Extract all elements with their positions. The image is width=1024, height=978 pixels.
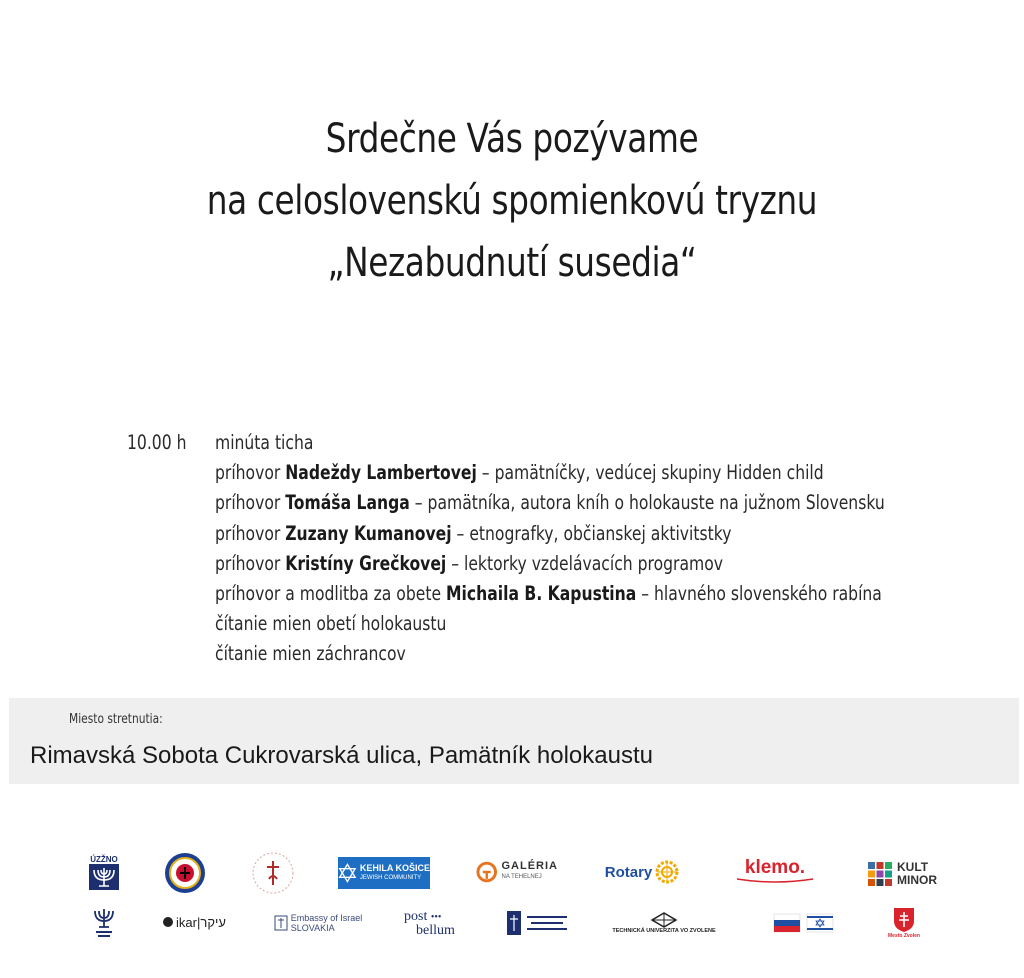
program-item: čítanie mien záchrancov xyxy=(215,642,406,666)
flags-icon xyxy=(773,912,835,934)
kult-minor-grid-icon xyxy=(867,861,893,887)
program-list xyxy=(215,428,885,670)
embassy-israel-logo: Embassy of Israel SLOVAKIA xyxy=(272,910,364,936)
program-item: minúta ticha xyxy=(215,431,314,454)
rotary-logo: Rotary xyxy=(600,858,684,886)
luther-rose-icon xyxy=(164,852,206,894)
concordia-text-icon xyxy=(525,913,571,933)
swoosh-icon xyxy=(735,878,815,884)
dots-icon: ••• xyxy=(430,911,442,923)
invitation-title xyxy=(92,108,932,294)
speaker-name: Nadeždy Lambertovej xyxy=(285,461,477,485)
program-item: príhovor Nadeždy Lambertovej – pamätníčky, vedúcej skupiny Hidden child xyxy=(215,461,824,485)
seal-icon xyxy=(251,851,295,895)
program-item: čítanie mien obetí holokaustu xyxy=(215,612,447,636)
star-of-david-icon xyxy=(338,862,357,884)
venue-place: Rimavská Sobota Cukrovarská ulica, Pamätník holokaustu xyxy=(30,742,653,769)
speaker-name: Zuzany Kumanovej xyxy=(285,521,452,545)
embassies-flags-logo xyxy=(768,906,840,940)
uzzno-logo: ÚZŽNO xyxy=(88,852,120,892)
program-time: 10.00 h xyxy=(127,431,187,454)
program-item: príhovor Zuzany Kumanovej – etnografky, občianskej aktivitstky xyxy=(215,521,732,545)
concordia-logo xyxy=(506,908,572,938)
invitation-line-3: „Nezabudnutí susedia“ xyxy=(327,240,697,286)
rotary-wheel-icon xyxy=(655,860,679,884)
ikar-logo: ikar|עיקר xyxy=(158,910,230,934)
galeria-logo: GALÉRIA NA TEHELNEJ xyxy=(476,858,558,886)
coat-of-arms-icon xyxy=(893,907,915,933)
jewish-community-bratislava-logo xyxy=(90,906,118,942)
speaker-name: Kristíny Grečkovej xyxy=(285,551,447,575)
tuzvo-logo: TECHNICKÁ UNIVERZITA VO ZVOLENE xyxy=(612,908,716,938)
kult-minor-logo: KULT MINOR xyxy=(864,858,940,890)
klemo-logo: klemo. xyxy=(730,856,820,886)
tuzvo-emblem-icon xyxy=(650,912,678,928)
speaker-name: Tomáša Langa xyxy=(285,491,410,515)
venue-label: Miesto stretnutia: xyxy=(69,712,163,727)
menorah-icon xyxy=(92,907,116,941)
program-item: príhovor a modlitba za obete Michaila B. Kapustina – hlavného slovenského rabína xyxy=(215,582,882,606)
ikar-dot-icon xyxy=(162,916,174,928)
invitation-line-1: Srdečne Vás pozývame xyxy=(325,116,699,162)
galeria-mark-icon xyxy=(476,861,498,883)
program-item: príhovor Kristíny Grečkovej – lektorky vzdelávacích programov xyxy=(215,551,723,575)
church-seal-logo xyxy=(251,851,295,895)
luther-rose-logo xyxy=(164,852,206,894)
invitation-line-2: na celoslovenskú spomienkovú tryznu xyxy=(206,178,818,224)
post-bellum-logo: post ••• bellum xyxy=(404,908,455,938)
kehila-kosice-logo: KEHILA KOŠICE JEWISH COMMUNITY xyxy=(338,857,430,889)
mesto-zvolen-logo: Mesto Zvolen xyxy=(884,904,924,942)
menorah-icon xyxy=(89,864,119,890)
concordia-emblem-icon xyxy=(507,911,521,935)
emblem-icon xyxy=(274,915,288,931)
speaker-name: Michaila B. Kapustina xyxy=(446,582,637,606)
program-item: príhovor Tomáša Langa – pamätníka, autora kníh o holokauste na južnom Slovensku xyxy=(215,491,885,515)
venue-box xyxy=(9,698,1019,784)
